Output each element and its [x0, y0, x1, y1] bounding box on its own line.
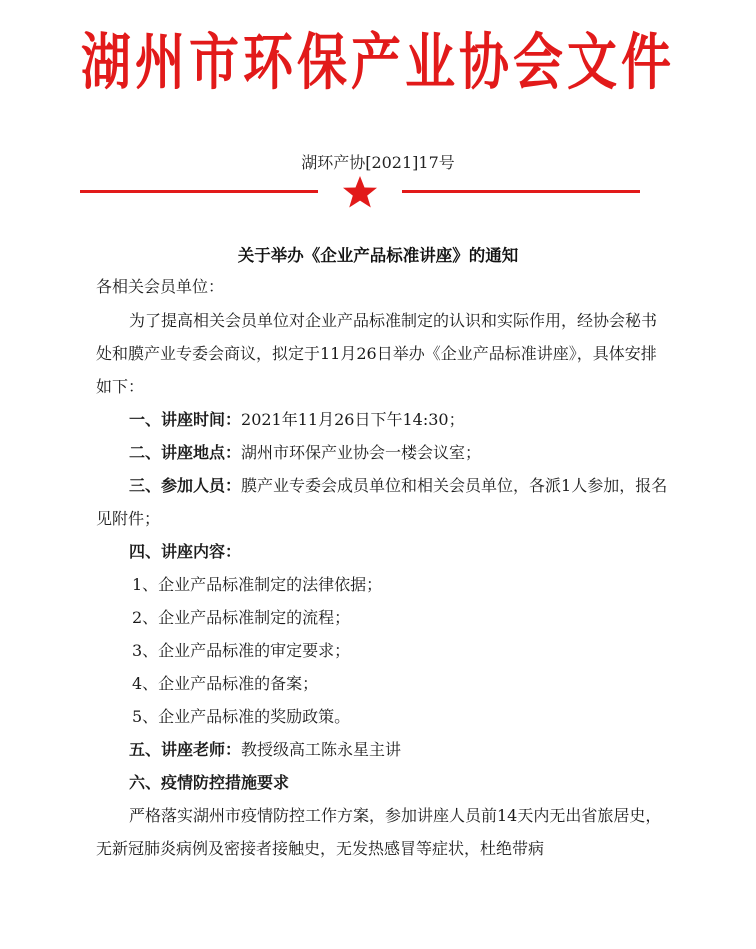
section-location: [96, 436, 668, 469]
section-attendees-text: 膜产业专委会成员单位和相关会员单位，各派1人参加，报名见附件；: [96, 476, 668, 528]
epidemic-paragraph: 严格落实湖州市疫情防控工作方案，参加讲座人员前14天内无出省旅居史，无新冠肺炎病例及密接者接触史，无发热感冒等症状，杜绝带病: [96, 806, 662, 858]
content-item: 1、企业产品标准制定的法律依据；: [132, 575, 383, 594]
content-item: 4、企业产品标准的备案；: [132, 674, 319, 693]
section-time-label: 一、讲座时间：: [129, 410, 242, 429]
red-divider: [80, 176, 640, 208]
content-item: 5、企业产品标准的奖励政策。: [132, 707, 351, 726]
epidemic-heading: 六、疫情防控措施要求: [129, 773, 290, 792]
divider-line-right: [402, 190, 640, 193]
content-heading: 四、讲座内容：: [129, 542, 242, 561]
salutation: 各相关会员单位：: [96, 277, 225, 296]
star-icon: [343, 176, 377, 208]
content-item: 2、企业产品标准制定的流程；: [132, 608, 351, 627]
section-attendees: [96, 469, 668, 535]
section-location-label: 二、讲座地点：: [129, 443, 242, 462]
section-attendees-label: 三、参加人员：: [129, 476, 242, 495]
document-number: 湖环产协[2021]17号: [301, 153, 455, 172]
content-item: 3、企业产品标准的审定要求；: [132, 641, 351, 660]
section-time-text: 2021年11月26日下午14:30；: [241, 410, 465, 429]
document-header-title: 湖州市环保产业协会文件: [81, 27, 675, 98]
section-teacher-label: 五、讲座老师：: [129, 740, 242, 759]
divider-line-left: [80, 190, 318, 193]
notice-body: [96, 304, 668, 865]
section-teacher-text: 教授级高工陈永星主讲: [241, 740, 402, 759]
notice-title: 关于举办《企业产品标准讲座》的通知: [237, 246, 519, 265]
intro-paragraph: 为了提高相关会员单位对企业产品标准制定的认识和实际作用，经协会秘书处和膜产业专委会商议，拟定于11月26日举办《企业产品标准讲座》，具体安排如下：: [96, 311, 658, 396]
section-location-text: 湖州市环保产业协会一楼会议室；: [241, 443, 482, 462]
section-time: [96, 403, 668, 436]
section-teacher: [96, 733, 668, 766]
